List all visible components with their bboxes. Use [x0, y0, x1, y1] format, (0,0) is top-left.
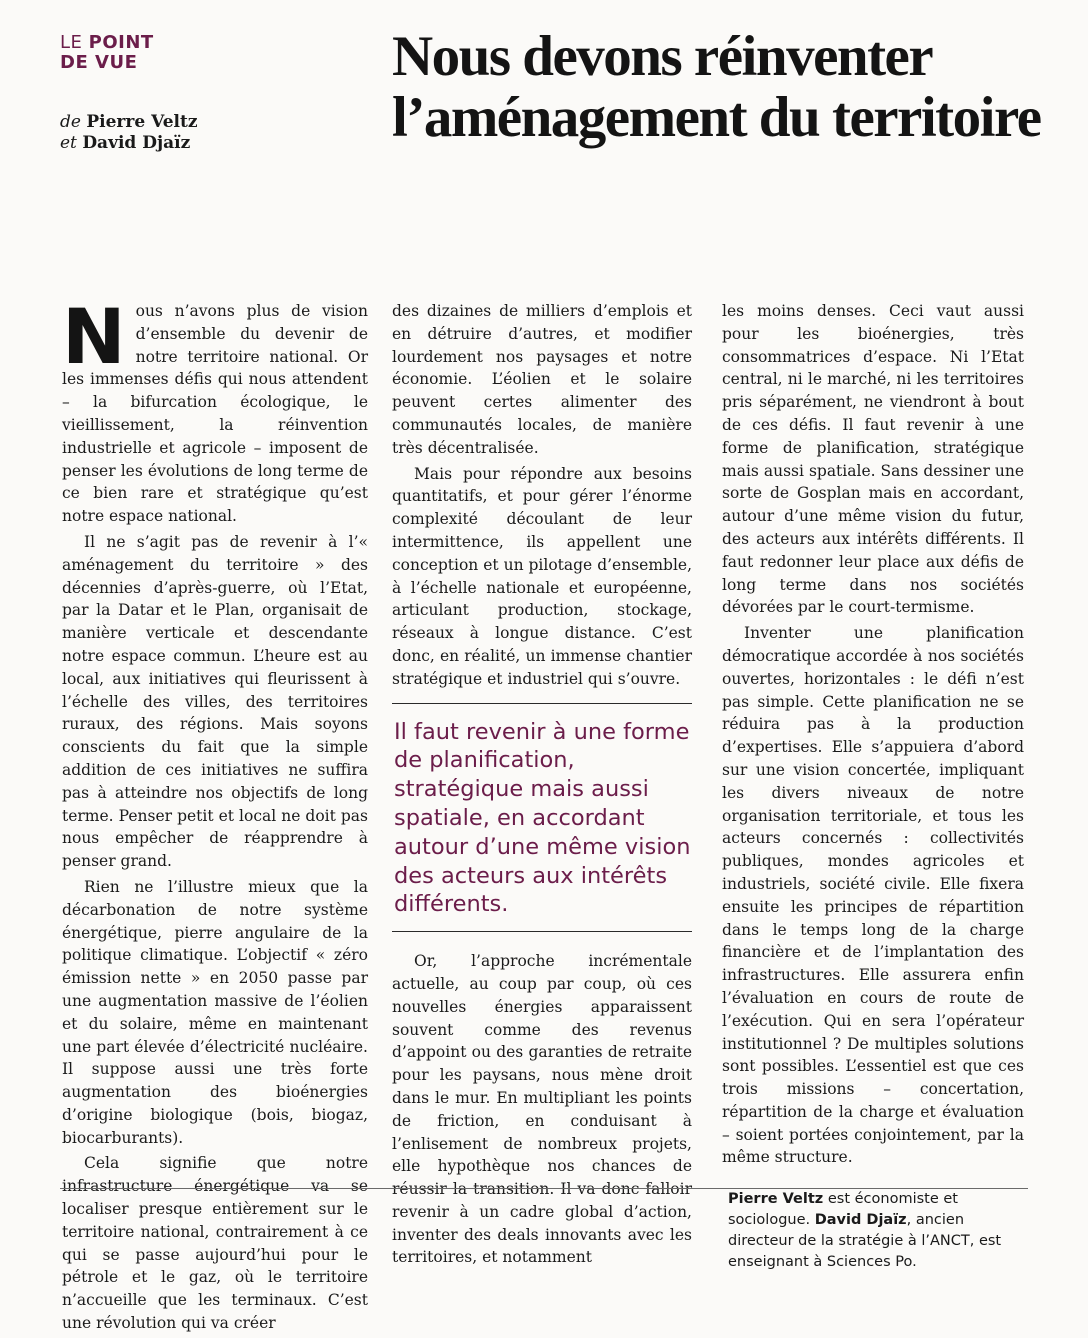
- byline-de: de: [60, 112, 81, 132]
- byline: [60, 112, 197, 154]
- rubric-vue: VUE: [95, 52, 138, 73]
- rubric-le: LE: [60, 32, 83, 53]
- author-bio: [722, 1189, 1024, 1273]
- bio-text-2: , ancien directeur de la stratégie à l’ANCT, est enseignant à Sciences Po.: [728, 1212, 1002, 1271]
- bio-name-2: David Djaïz: [814, 1212, 907, 1229]
- paragraph: Il ne s’agit pas de revenir à l’« aménagement du territoire » des décennies d’après-guerre, où l’Etat, par la Datar et le Plan, organisait de manière verticale et descendante notre espace commun. L’heure est au local, aux initiatives qui fleurissent à l’échelle des villes, des territoires ruraux, des régions. Mais soyons conscients du fait que la simple addition de ces initiatives ne suffira pas à atteindre nos objectifs de long terme. Penser petit et local ne doit pas nous empêcher de réapprendre à penser grand.: [62, 532, 368, 871]
- byline-et: et: [60, 133, 77, 153]
- paragraph-text: ous n’avons plus de vision d’ensemble du devenir de notre territoire national. Or les immenses défis qui nous attendent – la bifurcation écologique, le vieillissement, la réinvention industrielle et agricole – imposent de penser les évolutions de long terme de ce bien rare et stratégique qu’est notre espace national.: [62, 302, 368, 526]
- paragraph: Or, l’approche incrémentale actuelle, au coup par coup, où ces nouvelles énergies apparaissent souvent comme des revenus d’appoint ou des garanties de retraite pour les paysans, nous mène droit dans le mur. En multipliant les points de friction, en conduisant à l’enlisement de nombreux projets, elle hypothèque nos chances de réussir la transition. Il va donc falloir revenir à un cadre global d’action, inventer des deals innovants avec les territoires, et notamment: [392, 952, 692, 1267]
- bottom-divider: [60, 1188, 1028, 1189]
- bio-name-1: Pierre Veltz: [728, 1191, 824, 1208]
- bio-text-1: est économiste et sociologue.: [728, 1191, 958, 1229]
- paragraph: [62, 292, 368, 528]
- drop-cap: N: [62, 292, 126, 381]
- paragraph: Cela signifie que notre infrastructure énergétique va se localiser presque entièrement sur le territoire national, contrairement à ce qui se passe aujourd’hui pour le pétrole et le gaz, où le territoire n’accueille que les terminaux. C’est une révolution qui va créer: [62, 1154, 368, 1333]
- paragraph: Rien ne l’illustre mieux que la décarbonation de notre système énergétique, pierre angulaire de la politique climatique. L’objectif « zéro émission nette » en 2050 passe par une augmentation massive de l’éolien et du solaire, même en maintenant une part élevée d’électricité nucléaire. Il suppose aussi une très forte augmentation des bioénergies d’origine biologique (bois, biogaz, biocarburants).: [62, 877, 368, 1147]
- paragraph: Inventer une planification démocratique accordée à nos sociétés ouvertes, horizontales : le défi n’est pas simple. Cette planification ne se réduira pas à la production d’expertises. Elle s’appuiera d’abord sur une vision concertée, impliquant les divers niveaux de notre organisation territoriale, et tous les acteurs concernés : collectivités publiques, mondes agricoles et industriels, société civile. Elle fixera ensuite les principes de répartition dans le temps long de la charge financière et de l’implantation des infrastructures. Elle assurera enfin l’évaluation en cours de route de l’exécution. Qui en sera l’opérateur institutionnel ? De multiples solutions sont possibles. L’essentiel est que ces trois missions – concertation, répartition de la charge et évaluation – soient portées conjointement, par la même structure.: [722, 624, 1024, 1167]
- article-title: Nous devons réinventer l’aménagement du territoire: [392, 25, 1041, 149]
- article-column-3: [722, 300, 1024, 1273]
- rubric-de: DE: [60, 52, 89, 73]
- rubric-point: POINT: [88, 32, 154, 53]
- section-rubric: [60, 33, 154, 73]
- paragraph: les moins denses. Ceci vaut aussi pour les bioénergies, très consommatrices d’espace. Ni l’Etat central, ni le marché, ni les territoires pris séparément, ne viendront à bout de ces défis. Il faut revenir à une forme de planification, stratégique mais aussi spatiale. Sans dessiner une sorte de Gosplan mais en accordant, autour d’une même vision du futur, des acteurs aux intérêts différents. Il faut redonner leur place aux défis de long terme dans nos sociétés dévorées par le court-termisme.: [722, 302, 1024, 617]
- article-column-2: [392, 300, 692, 1272]
- paragraph: des dizaines de milliers d’emplois et en détruire d’autres, et modifier lourdement nos paysages et notre économie. L’éolien et le solaire peuvent certes alimenter des communautés locales, de manière très décentralisée.: [392, 302, 692, 457]
- byline-author-2: David Djaïz: [82, 133, 191, 153]
- pull-quote: [392, 703, 692, 933]
- article-column-1: [62, 292, 368, 1338]
- pull-quote-text: Il faut revenir à une forme de planification, stratégique mais aussi spatiale, en accordant autour d’une même vision des acteurs aux intérêts différents.: [394, 718, 691, 918]
- byline-author-1: Pierre Veltz: [86, 112, 198, 132]
- paragraph: Mais pour répondre aux besoins quantitatifs, et pour gérer l’énorme complexité découlant de leur intermittence, ils appellent une conception et un pilotage d’ensemble, à l’échelle nationale et européenne, articulant production, stockage, réseaux à longue distance. C’est donc, en réalité, un immense chantier stratégique et industriel qui s’ouvre.: [392, 464, 692, 688]
